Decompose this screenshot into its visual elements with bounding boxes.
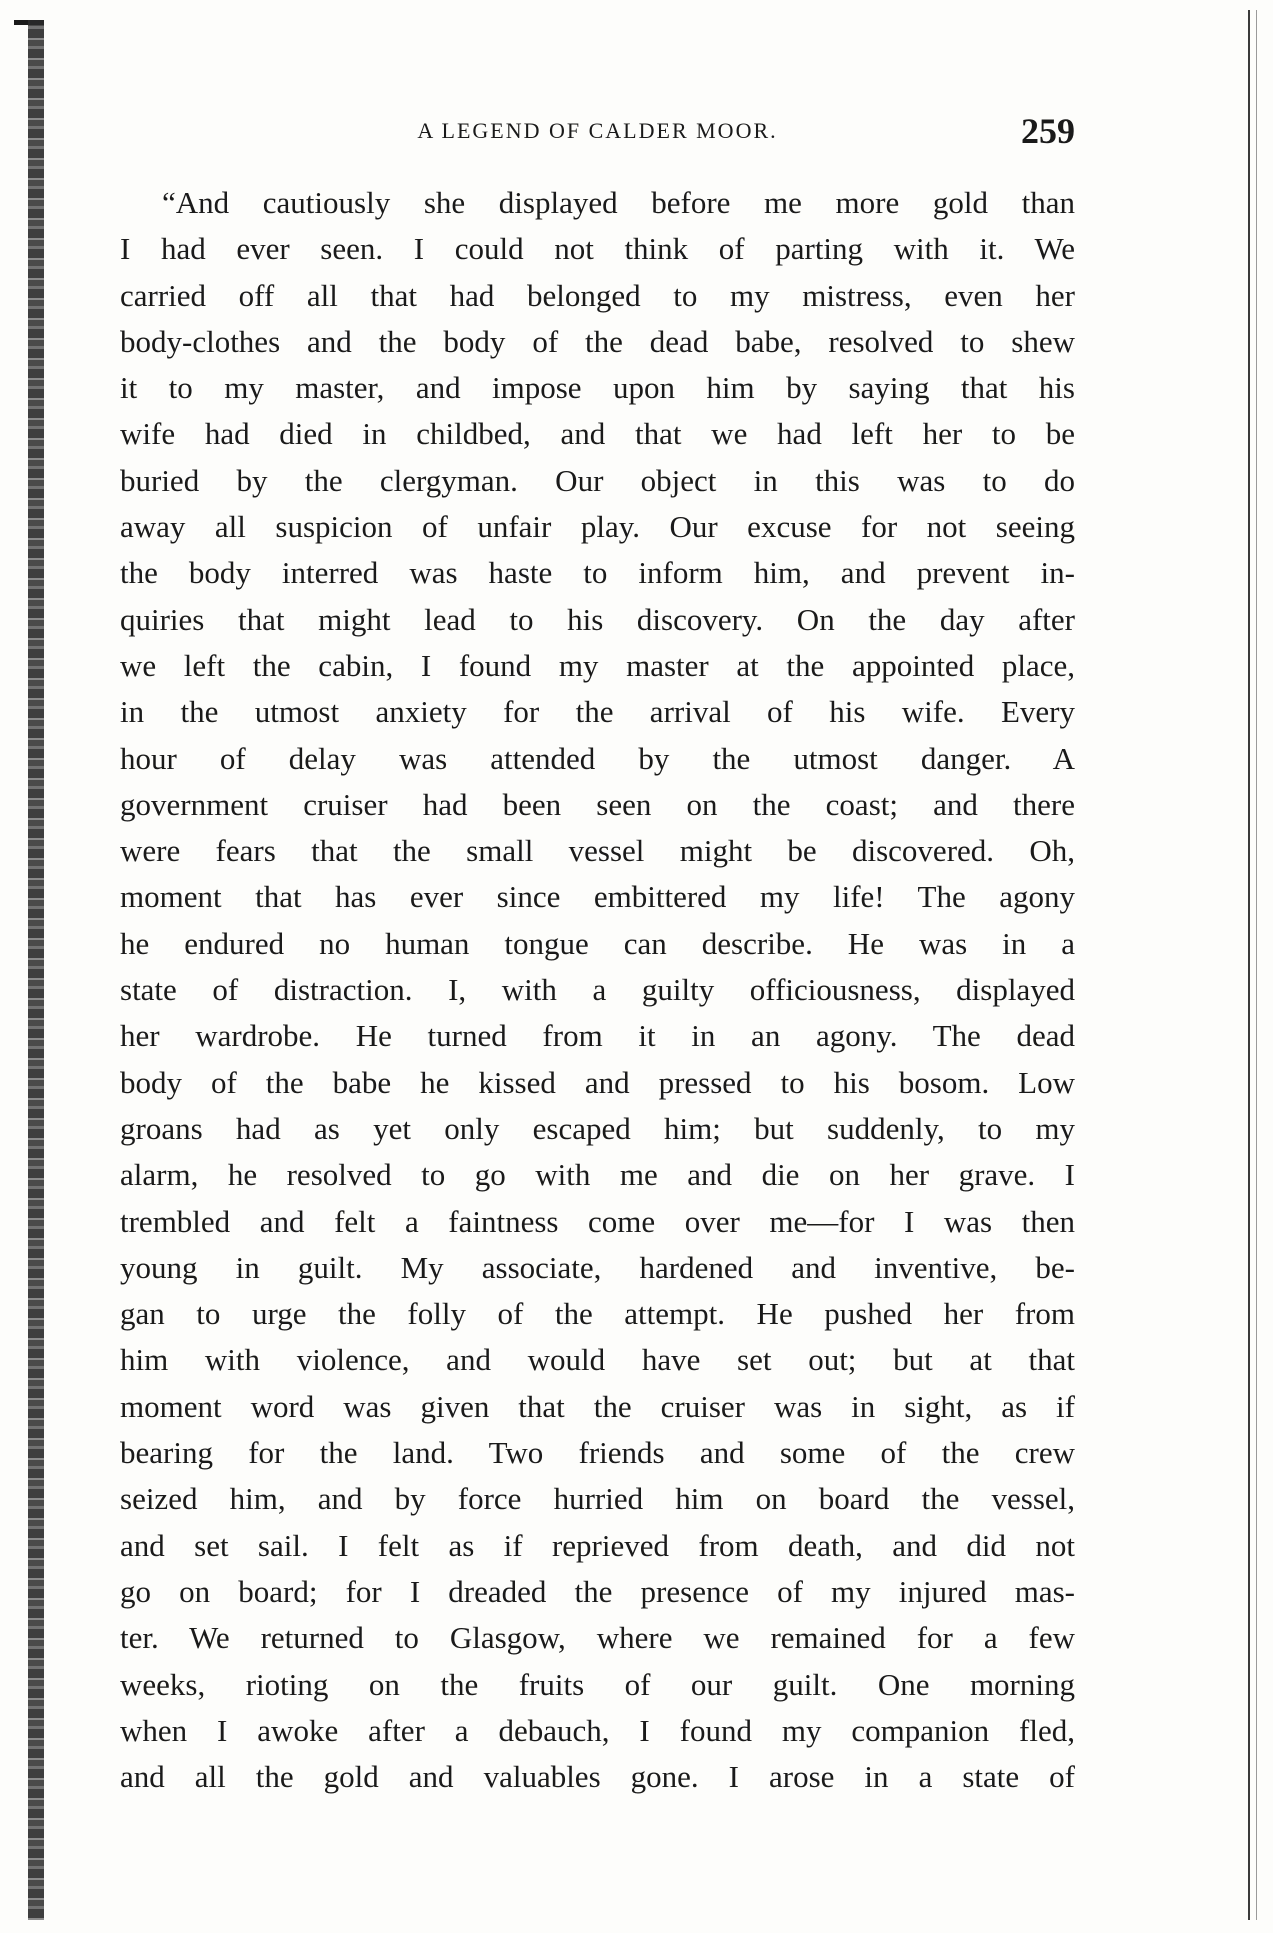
page-edge-line xyxy=(1248,10,1250,1920)
text-line: moment word was given that the cruiser was in sight, as if xyxy=(120,1388,1075,1424)
text-line: him with violence, and would have set out; but at that xyxy=(120,1342,1075,1378)
text-line: go on board; for I dreaded the presence of my injured mas- xyxy=(120,1573,1075,1609)
text-line: young in guilt. My associate, hardened and inventive, be- xyxy=(120,1249,1075,1285)
text-line: and all the gold and valuables gone. I arose in a state of xyxy=(120,1759,1075,1795)
text-line: moment that has ever since embittered my life! The agony xyxy=(120,879,1075,915)
running-head: A LEGEND OF CALDER MOOR. xyxy=(417,118,778,143)
body-text xyxy=(120,180,1075,1830)
text-line: away all suspicion of unfair play. Our excuse for not seeing xyxy=(120,509,1075,545)
text-line: bearing for the land. Two friends and some of the crew xyxy=(120,1435,1075,1471)
page-header xyxy=(120,108,1075,158)
text-line: carried off all that had belonged to my mistress, even her xyxy=(120,277,1075,313)
page-edge-line-faint xyxy=(1256,10,1257,1920)
text-line: when I awoke after a debauch, I found my companion fled, xyxy=(120,1712,1075,1748)
text-line: the body interred was haste to inform him, and prevent in- xyxy=(120,555,1075,591)
text-line: hour of delay was attended by the utmost danger. A xyxy=(120,740,1075,776)
text-line: wife had died in childbed, and that we had left her to be xyxy=(120,416,1075,452)
text-line: “And cautiously she displayed before me more gold than xyxy=(162,185,1075,220)
text-line: government cruiser had been seen on the coast; and there xyxy=(120,786,1075,822)
text-line: gan to urge the folly of the attempt. He pushed her from xyxy=(120,1296,1075,1332)
text-line: were fears that the small vessel might be discovered. Oh, xyxy=(120,833,1075,869)
text-line: we left the cabin, I found my master at the appointed place, xyxy=(120,647,1075,683)
text-line: buried by the clergyman. Our object in this was to do xyxy=(120,462,1075,498)
text-line: in the utmost anxiety for the arrival of his wife. Every xyxy=(120,694,1075,730)
text-line: quiries that might lead to his discovery. On the day after xyxy=(120,601,1075,637)
page-number: 259 xyxy=(1021,111,1075,151)
text-line: groans had as yet only escaped him; but suddenly, to my xyxy=(120,1110,1075,1146)
text-line: and set sail. I felt as if reprieved from death, and did not xyxy=(120,1527,1075,1563)
text-line: I had ever seen. I could not think of parting with it. We xyxy=(120,231,1075,267)
text-line: body-clothes and the body of the dead babe, resolved to shew xyxy=(120,323,1075,359)
text-line: seized him, and by force hurried him on board the vessel, xyxy=(120,1481,1075,1517)
text-line: trembled and felt a faintness come over me—for I was then xyxy=(120,1203,1075,1239)
text-line: her wardrobe. He turned from it in an agony. The dead xyxy=(120,1018,1075,1054)
text-line: it to my master, and impose upon him by saying that his xyxy=(120,370,1075,406)
text-line: weeks, rioting on the fruits of our guilt. One morning xyxy=(120,1666,1075,1702)
text-line: ter. We returned to Glasgow, where we remained for a few xyxy=(120,1620,1075,1656)
text-line: alarm, he resolved to go with me and die on her grave. I xyxy=(120,1157,1075,1193)
text-line: state of distraction. I, with a guilty officiousness, displayed xyxy=(120,972,1075,1008)
text-line: body of the babe he kissed and pressed to his bosom. Low xyxy=(120,1064,1075,1100)
text-line: he endured no human tongue can describe. He was in a xyxy=(120,925,1075,961)
binding-edge xyxy=(28,20,44,1920)
